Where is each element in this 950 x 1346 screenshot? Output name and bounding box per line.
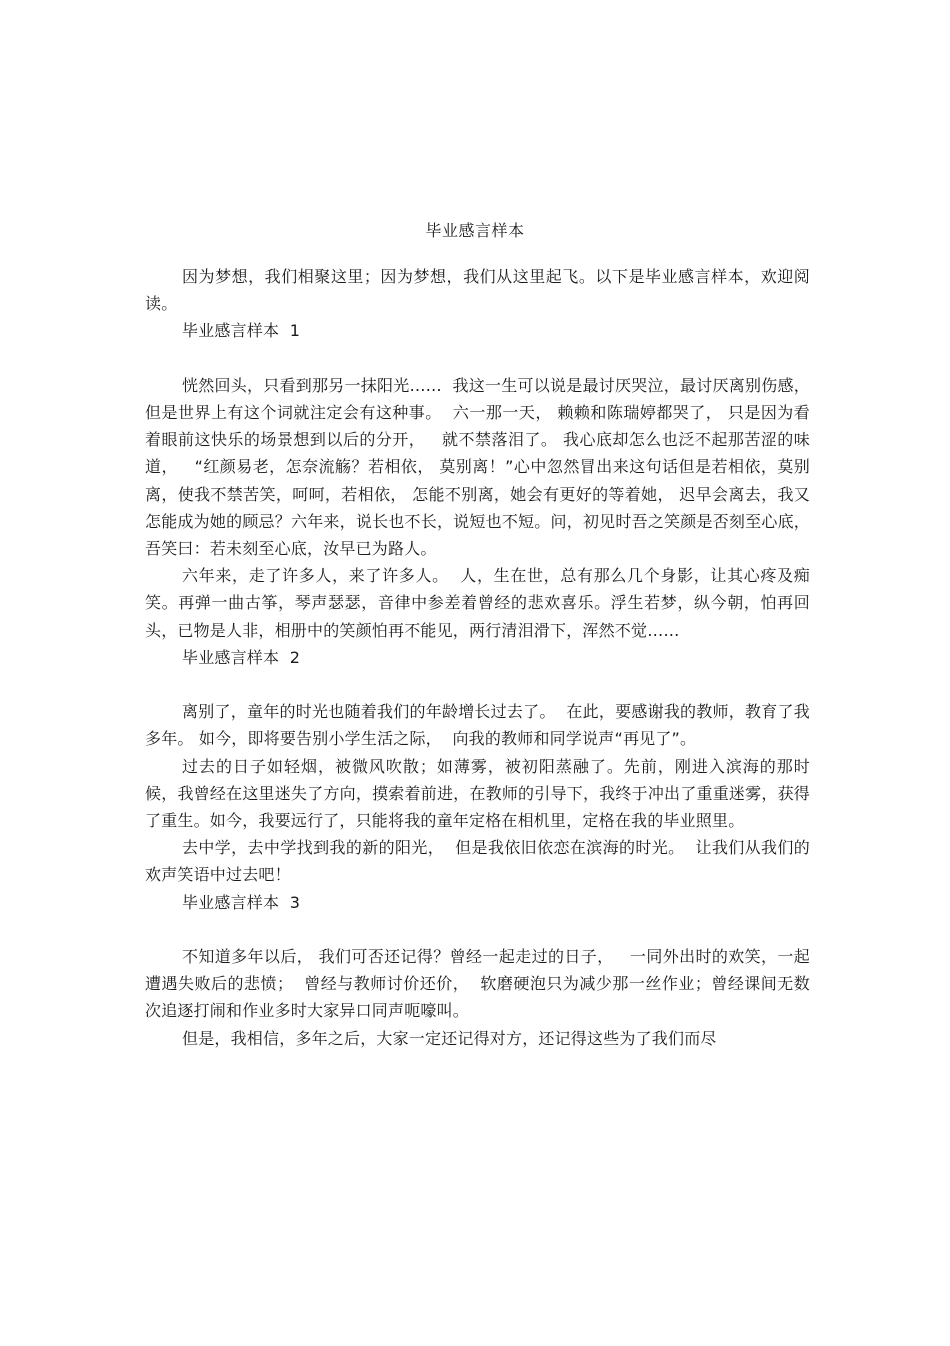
section-2-paragraph-3: 去中学，去中学找到我的新的阳光， 但是我依旧依恋在滨海的时光。 让我们从我们的欢声笑语中过去吧！ [145, 838, 810, 885]
section-1-paragraph-2: 六年来，走了许多人，来了许多人。 人，生在世，总有那么几个身影，让其心疼及痴笑。再弹一曲古筝，琴声瑟瑟，音律中参差着曾经的悲欢喜乐。浮生若梦，纵今朝，怕再回头，已物是人非，相册中的笑颜怕再不能见，两行清泪滑下，浑然不觉…… [145, 566, 810, 640]
document-body [145, 263, 816, 1052]
section-heading-1: 毕业感言样本 1 [182, 321, 301, 341]
document-title: 毕业感言样本 [425, 221, 525, 240]
section-2-paragraph-1: 离别了，童年的时光也随着我们的年龄增长过去了。 在此，要感谢我的教师，教育了我多年。 如今，即将要告别小学生活之际， 向我的教师和同学说声“再见了”。 [145, 702, 810, 749]
section-1-paragraph-1: 恍然回头，只看到那另一抹阳光…… 我这一生可以说是最讨厌哭泣，最讨厌离别伤感， 但是世界上有这个词就注定会有这种事。 六一那一天， 赖赖和陈瑞婷都哭了， 只是因为看着眼前这快乐的场景想到以后的分开， 就不禁落泪了。 我心底却怎么也泛不起那苦涩的味道， “红颜易老，怎奈流觞？若相依， 莫别离！”心中忽然冒出来这句话但是若相依，莫别离，使我不禁苦笑，呵呵，若相依， 怎能不别离，她会有更好的等着她， 迟早会离去，我又怎能成为她的顾忌？六年来，说长也不长，说短也不短。问，初见时吾之笑颜是否刻至心底，吾笑曰：若未刻至心底，汝早已为路人。 [145, 375, 816, 558]
intro-paragraph: 因为梦想，我们相聚这里；因为梦想，我们从这里起飞。以下是毕业感言样本，欢迎阅读。 [145, 267, 810, 314]
section-heading-3: 毕业感言样本 3 [182, 892, 301, 912]
section-3-paragraph-2: 但是，我相信，多年之后，大家一定还记得对方，还记得这些为了我们而尽 [182, 1028, 717, 1048]
section-3-paragraph-1: 不知道多年以后， 我们可否还记得？曾经一起走过的日子， 一同外出时的欢笑，一起遭遇失败后的悲愤； 曾经与教师讨价还价， 软磨硬泡只为减少那一丝作业；曾经课间无数次追逐打闹和作业多时大家异口同声呃嚎叫。 [145, 946, 810, 1021]
section-heading-2: 毕业感言样本 2 [182, 647, 301, 667]
section-2-paragraph-2: 过去的日子如轻烟，被微风吹散；如薄雾，被初阳蒸融了。先前，刚进入滨海的那时候，我曾经在这里迷失了方向，摸索着前进，在教师的引导下，我终于冲出了重重迷雾，获得了重生。如今，我要远行了，只能将我的童年定格在相机里，定格在我的毕业照里。 [145, 756, 810, 830]
